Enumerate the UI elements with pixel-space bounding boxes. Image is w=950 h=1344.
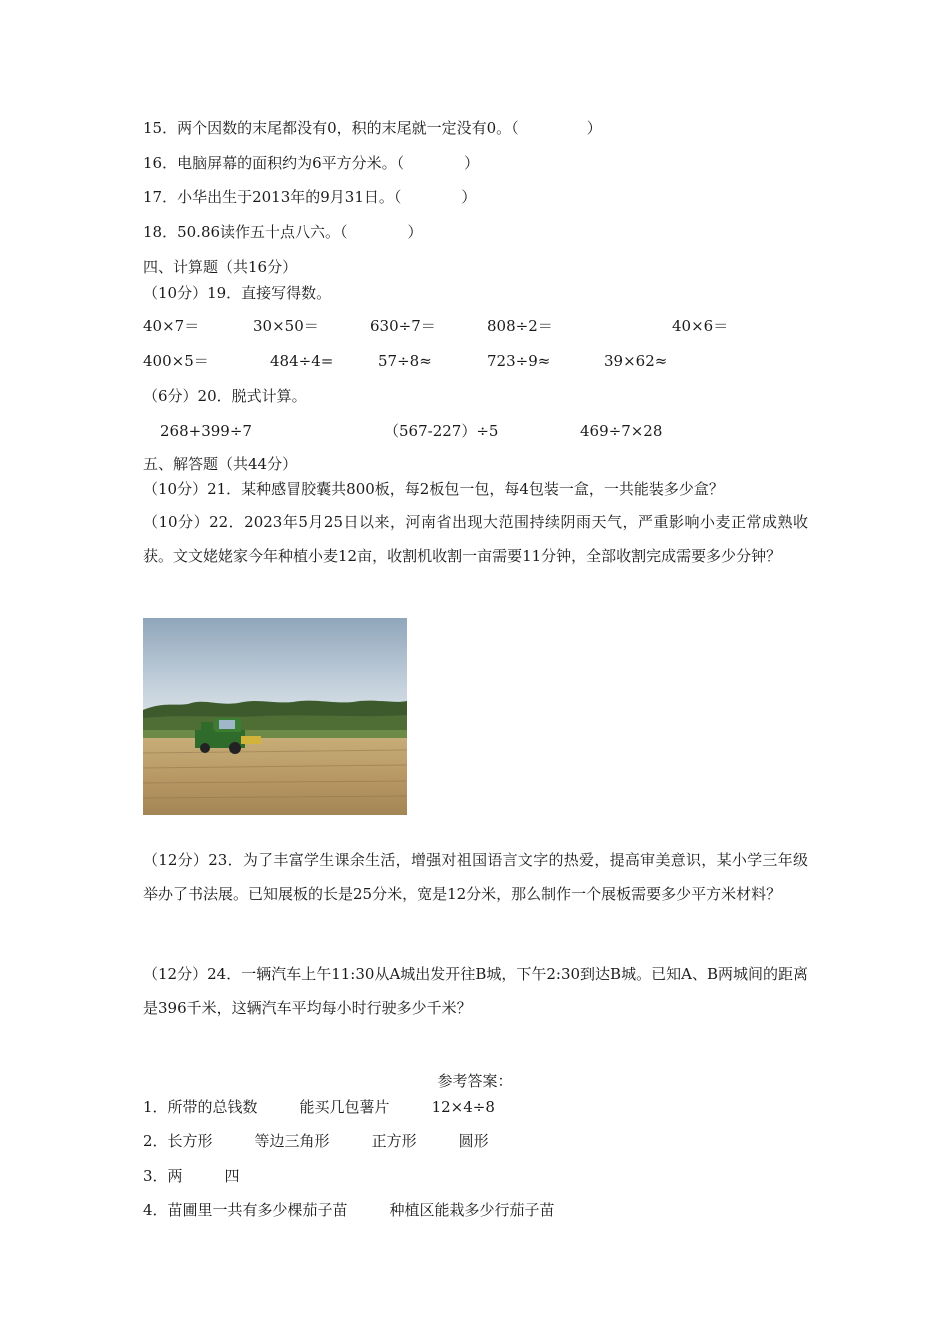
section-5-heading: 五、解答题（共44分） [143,455,298,473]
answer-2: 2．长方形 等边三角形 正方形 圆形 [143,1132,489,1150]
question-19-title: （10分）19．直接写得数。 [143,284,332,302]
calc-item: 723÷9≈ [487,352,551,370]
question-21: （10分）21．某种感冒胶囊共800板，每2板包一包，每4包装一盒，一共能装多少盒？ [143,480,724,498]
calc-item: 40×7＝ [143,317,200,335]
answer-3: 3．两 四 [143,1167,240,1185]
question-23: （12分）23．为了丰富学生课余生活，增强对祖国语言文字的热爱，提高审美意识，某小学三年级举办了书法展。已知展板的长是25分米，宽是12分米，那么制作一个展板需要多少平方米材料？ [143,851,808,903]
question-24: （12分）24．一辆汽车上午11:30从A城出发开往B城，下午2:30到达B城。已知A、B两城间的距离是396千米，这辆汽车平均每小时行驶多少千米？ [143,965,808,1017]
question-17: 17．小华出生于2013年的9月31日。（ ） [143,188,477,206]
section-4-heading: 四、计算题（共16分） [143,258,298,276]
question-15: 15．两个因数的末尾都没有0，积的末尾就一定没有0。（ ） [143,119,602,137]
answer-1: 1．所带的总钱数 能买几包薯片 12×4÷8 [143,1098,495,1116]
calc-item: 400×5＝ [143,352,209,370]
calc-item: 808÷2＝ [487,317,553,335]
answer-4: 4．苗圃里一共有多少棵茄子苗 种植区能栽多少行茄子苗 [143,1201,555,1219]
wheat-field-harvester-image [143,618,407,815]
calc-item: 39×62≈ [604,352,668,370]
calc-item: 30×50＝ [253,317,319,335]
calc-item: 268+399÷7 [160,422,252,440]
question-18: 18．50.86读作五十点八六。（ ） [143,223,423,241]
answers-title: 参考答案： [437,1072,513,1090]
question-22: （10分）22．2023年5月25日以来，河南省出现大范围持续阴雨天气，严重影响小麦正常成熟收获。文文姥姥家今年种植小麦12亩，收割机收割一亩需要11分钟，全部收割完成需要多少分钟？ [143,513,808,565]
harvester-photo [143,618,407,815]
calc-item: 469÷7×28 [580,422,663,440]
calc-item: 57÷8≈ [378,352,432,370]
calc-item: （567-227）÷5 [384,422,499,440]
question-16: 16．电脑屏幕的面积约为6平方分米。（ ） [143,154,480,172]
calc-item: 630÷7＝ [370,317,436,335]
calc-item: 484÷4= [270,352,334,370]
question-20-title: （6分）20．脱式计算。 [143,387,307,405]
calc-item: 40×6＝ [672,317,729,335]
